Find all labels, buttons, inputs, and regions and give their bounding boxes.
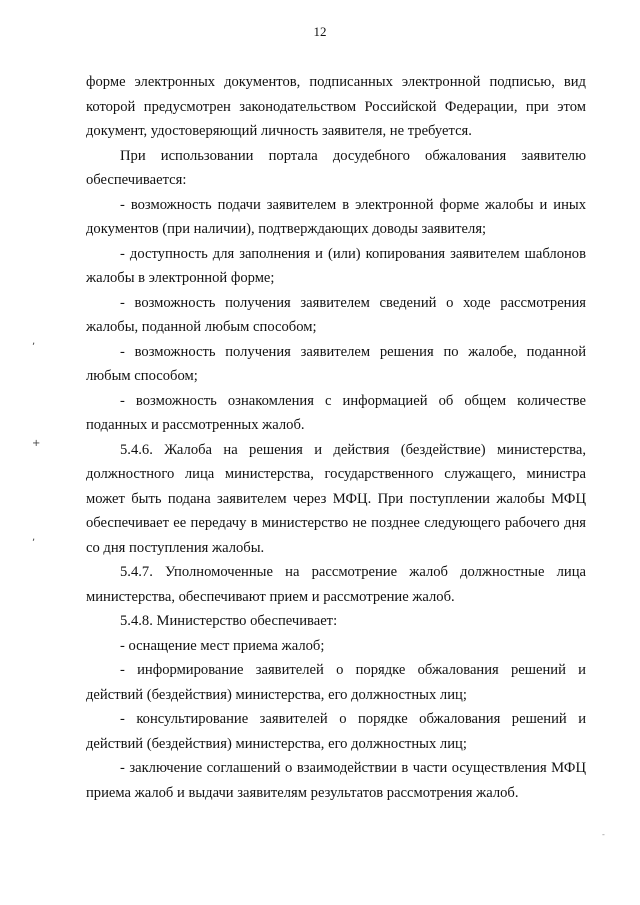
margin-mark: - [602, 830, 605, 839]
list-item: - доступность для заполнения и (или) копирования заявителем шаблонов жалобы в электронной форме; [86, 245, 586, 286]
list-item: - возможность получения заявителем сведений о ходе рассмотрения жалобы, поданной любым способом; [86, 294, 586, 335]
margin-mark: + [32, 438, 41, 449]
margin-mark: , [32, 532, 36, 543]
list-item: - оснащение мест приема жалоб; [120, 637, 325, 654]
paragraph: 5.4.6. Жалоба на решения и действия (бездействие) министерства, должностного лица министерства, государственного служащего, министра может быть подана заявителем через МФЦ. При поступлении жалобы МФЦ обеспечивает ее передачу в министерство не позднее следующего рабочего дня со дня поступления жалобы. [86, 441, 586, 556]
list-item: - заключение соглашений о взаимодействии в части осуществления МФЦ приема жалоб и выдачи заявителям результатов рассмотрения жалоб. [86, 760, 586, 801]
paragraph: форме электронных документов, подписанных электронной подписью, вид которой предусмотрен законодательством Российской Федерации, при этом документ, удостоверяющий личность заявителя, не требуется. [86, 74, 586, 139]
list-item: - возможность подачи заявителем в электронной форме жалобы и иных документов (при наличии), подтверждающих доводы заявителя; [86, 196, 586, 237]
margin-mark: , [32, 336, 36, 347]
list-item: - информирование заявителей о порядке обжалования решений и действий (бездействия) министерства, его должностных лиц; [86, 662, 586, 703]
paragraph: 5.4.7. Уполномоченные на рассмотрение жалоб должностные лица министерства, обеспечивают прием и рассмотрение жалоб. [86, 564, 586, 605]
list-item: - консультирование заявителей о порядке обжалования решений и действий (бездействия) министерства, его должностных лиц; [86, 711, 586, 752]
page-number: 12 [313, 24, 327, 39]
document-body [86, 70, 586, 805]
list-item: - возможность ознакомления с информацией об общем количестве поданных и рассмотренных жалоб. [86, 392, 586, 433]
list-item: - возможность получения заявителем решения по жалобе, поданной любым способом; [86, 343, 586, 384]
paragraph: При использовании портала досудебного обжалования заявителю обеспечивается: [86, 147, 586, 188]
paragraph: 5.4.8. Министерство обеспечивает: [120, 613, 338, 629]
